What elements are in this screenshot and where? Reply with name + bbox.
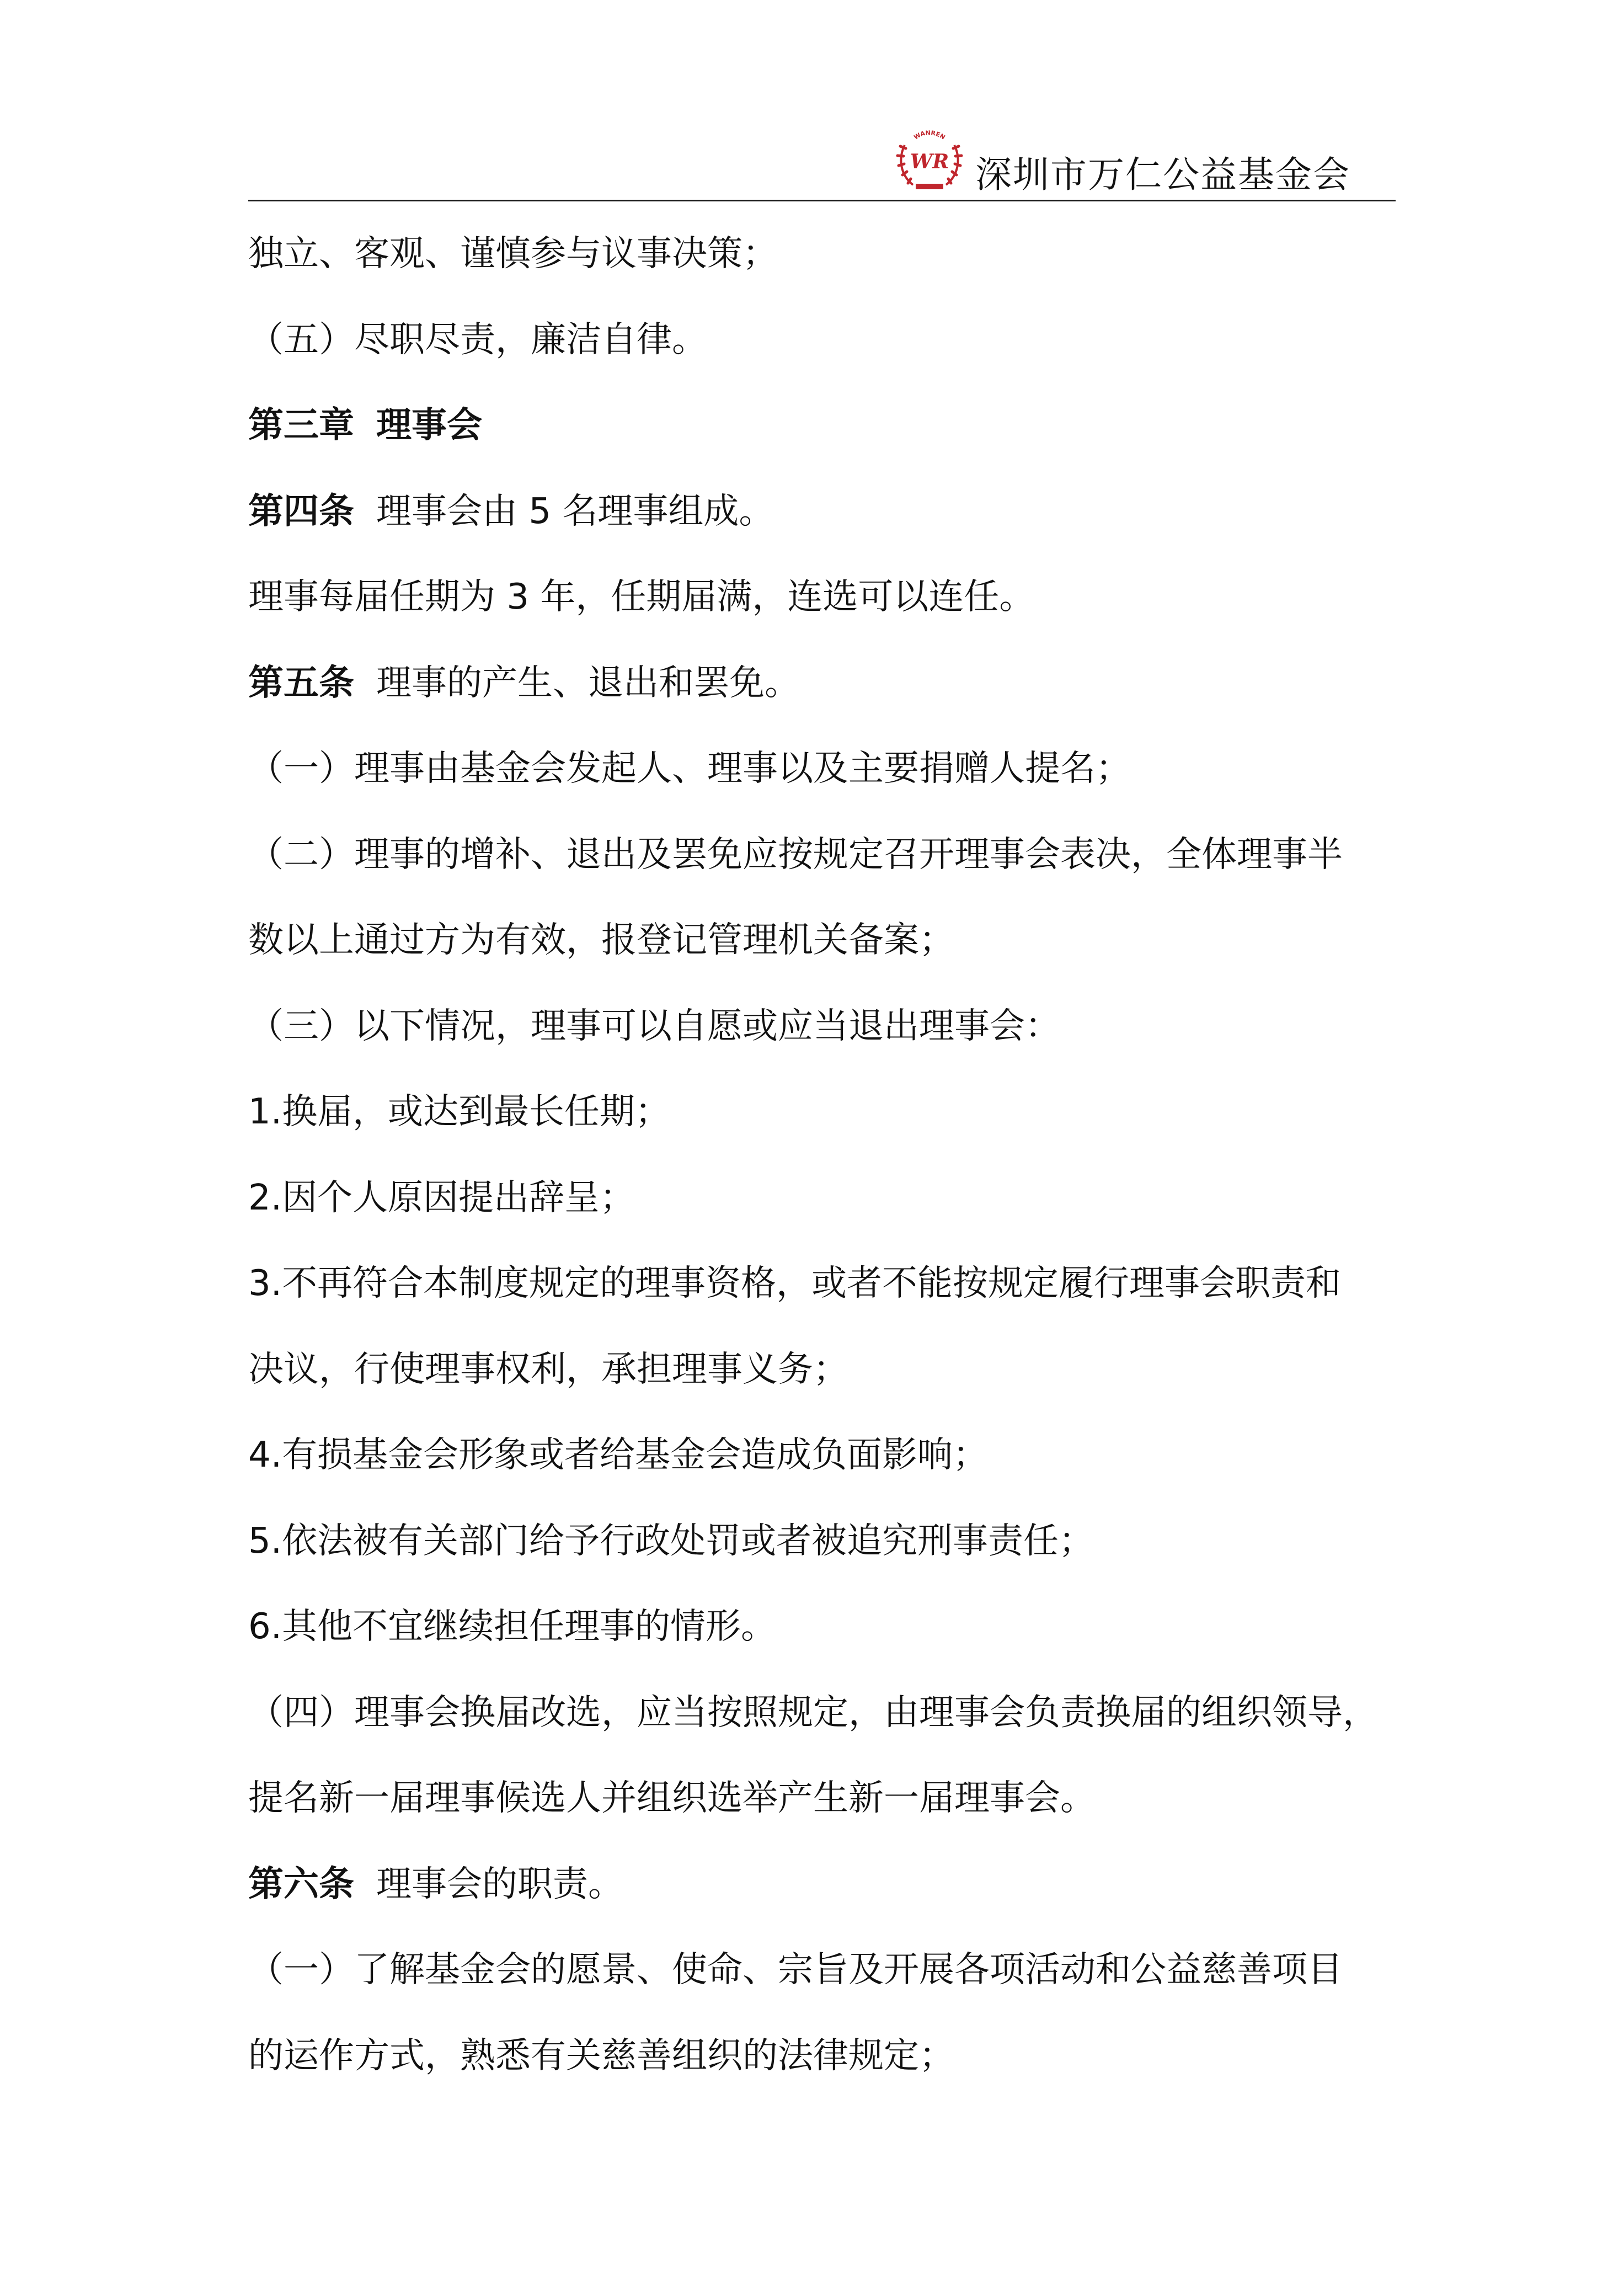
line-text: （五）尽职尽责，廉洁自律。 <box>248 319 707 360</box>
list-item <box>248 1413 1396 1499</box>
svg-text:WANREN <box>912 129 946 141</box>
list-item-continuation <box>248 1327 1396 1413</box>
article-line <box>248 1842 1396 1928</box>
list-item <box>248 1584 1396 1670</box>
line-text: 5.依法被有关部门给予行政处罚或者被追究刑事责任； <box>248 1520 1094 1562</box>
paragraph-line <box>248 984 1396 1070</box>
chapter-number: 第三章 <box>248 405 354 446</box>
logo-monogram: WR <box>910 150 949 173</box>
line-text: 理事会由 5 名理事组成。 <box>376 491 774 532</box>
paragraph-line <box>248 297 1396 383</box>
organization-name: 深圳市万仁公益基金会 <box>975 153 1350 196</box>
article-label: 第五条 <box>248 662 354 704</box>
paragraph-line <box>248 812 1396 898</box>
paragraph-line <box>248 898 1396 984</box>
paragraph-line <box>248 1927 1396 2013</box>
line-text: 的运作方式，熟悉有关慈善组织的法律规定； <box>248 2035 954 2076</box>
line-text: （一）了解基金会的愿景、使命、宗旨及开展各项活动和公益慈善项目 <box>248 1949 1343 1990</box>
chapter-heading <box>248 383 1396 469</box>
article-label: 第四条 <box>248 491 354 532</box>
line-text: 4.有损基金会形象或者给基金会造成负面影响； <box>248 1435 989 1475</box>
line-text: 独立、客观、谨慎参与议事决策； <box>248 233 778 274</box>
document-body <box>248 211 1396 2099</box>
logo-arc-text: WANREN <box>912 129 947 141</box>
list-item <box>248 1069 1396 1155</box>
paragraph-line <box>248 555 1396 641</box>
list-item <box>248 1241 1396 1327</box>
paragraph-line <box>248 2013 1396 2100</box>
line-text: 理事的产生、退出和罢免。 <box>376 662 800 704</box>
paragraph-line <box>248 726 1396 812</box>
line-text: （三）以下情况，理事可以自愿或应当退出理事会： <box>248 1005 1060 1047</box>
line-text: 数以上通过方为有效，报登记管理机关备案； <box>248 920 954 961</box>
chapter-title: 理事会 <box>376 405 482 446</box>
header-divider <box>248 200 1396 201</box>
list-item <box>248 1499 1396 1585</box>
line-text: 提名新一届理事候选人并组织选举产生新一届理事会。 <box>248 1778 1096 1819</box>
line-text: 1.换届，或达到最长任期； <box>248 1091 671 1132</box>
paragraph-line <box>248 211 1396 297</box>
article-label: 第六条 <box>248 1863 354 1905</box>
line-text: （四）理事会换届改选，应当按照规定，由理事会负责换届的组织领导， <box>248 1692 1378 1733</box>
foundation-logo <box>894 124 965 196</box>
line-text: 理事会的职责。 <box>376 1863 623 1905</box>
line-text: 决议，行使理事权利，承担理事义务； <box>248 1349 848 1390</box>
paragraph-line <box>248 1756 1396 1842</box>
line-text: （二）理事的增补、退出及罢免应按规定召开理事会表决，全体理事半 <box>248 834 1343 875</box>
list-item <box>248 1155 1396 1242</box>
page-header <box>248 124 1396 201</box>
line-text: 理事每届任期为 3 年，任期届满，连选可以连任。 <box>248 577 1035 617</box>
line-text: 6.其他不宜继续担任理事的情形。 <box>248 1606 777 1647</box>
paragraph-line <box>248 1670 1396 1756</box>
article-line <box>248 641 1396 727</box>
line-text: （一）理事由基金会发起人、理事以及主要捐赠人提名； <box>248 748 1131 789</box>
line-text: 2.因个人原因提出辞呈； <box>248 1177 635 1218</box>
line-text: 3.不再符合本制度规定的理事资格，或者不能按规定履行理事会职责和 <box>248 1263 1342 1304</box>
article-line <box>248 469 1396 555</box>
